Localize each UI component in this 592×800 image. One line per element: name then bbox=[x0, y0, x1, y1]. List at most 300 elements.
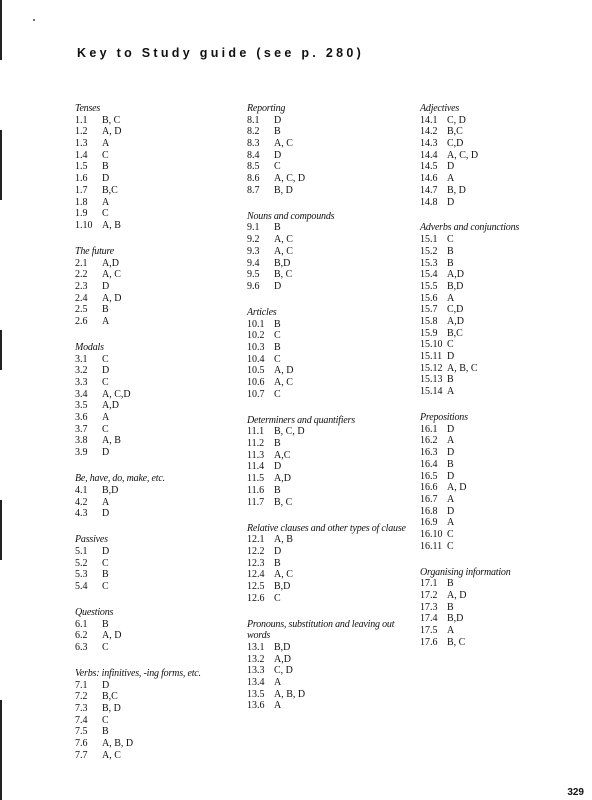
answer-section bbox=[75, 246, 240, 328]
answer-letters: C bbox=[274, 161, 281, 173]
answer-row bbox=[75, 316, 240, 328]
answer-letters: A, D bbox=[102, 630, 122, 642]
question-number: 8.3 bbox=[247, 138, 260, 150]
answer-letters: B bbox=[274, 126, 281, 138]
question-number: 15.13 bbox=[420, 374, 443, 386]
answer-row bbox=[247, 185, 412, 197]
answer-row bbox=[75, 185, 240, 197]
answer-section bbox=[75, 342, 240, 459]
answer-row bbox=[420, 459, 585, 471]
question-number: 1.2 bbox=[75, 126, 88, 138]
question-number: 7.3 bbox=[75, 703, 88, 715]
answer-section bbox=[75, 534, 240, 592]
answer-row bbox=[247, 426, 412, 438]
answer-letters: D bbox=[102, 365, 110, 377]
answer-row bbox=[247, 677, 412, 689]
section-heading: Pronouns, substitution and leaving out words bbox=[247, 618, 395, 642]
answer-letters: A, C bbox=[274, 245, 293, 257]
answer-letters: C bbox=[102, 149, 109, 161]
answer-letters: C bbox=[274, 592, 281, 604]
question-number: 3.3 bbox=[75, 377, 88, 389]
question-number: 3.4 bbox=[75, 388, 88, 400]
answer-row bbox=[247, 365, 412, 377]
answer-letters: B bbox=[102, 569, 109, 581]
answer-letters: A bbox=[102, 196, 110, 208]
section-heading: Nouns and compounds bbox=[247, 210, 335, 222]
answer-letters: C, D bbox=[447, 114, 466, 126]
answer-letters: B bbox=[447, 245, 454, 257]
answer-row bbox=[247, 354, 412, 366]
answer-letters: B,D bbox=[447, 613, 464, 625]
question-number: 1.3 bbox=[75, 138, 88, 150]
question-number: 14.7 bbox=[420, 184, 438, 196]
scan-edge-mark bbox=[0, 0, 2, 60]
answer-row bbox=[75, 569, 240, 581]
question-number: 17.3 bbox=[420, 601, 438, 613]
answer-row bbox=[420, 424, 585, 436]
answer-letters: A,D bbox=[274, 653, 291, 665]
answer-row bbox=[75, 485, 240, 497]
answer-row bbox=[75, 304, 240, 316]
answer-letters: A bbox=[102, 138, 110, 150]
answer-letters: C bbox=[102, 423, 109, 435]
question-number: 14.3 bbox=[420, 138, 438, 150]
answer-letters: C bbox=[102, 557, 109, 569]
answer-letters: B,D bbox=[447, 280, 464, 292]
question-number: 2.6 bbox=[75, 315, 88, 327]
question-number: 10.2 bbox=[247, 330, 265, 342]
question-number: 16.3 bbox=[420, 447, 438, 459]
answer-row bbox=[420, 435, 585, 447]
question-number: 14.1 bbox=[420, 114, 438, 126]
answer-row bbox=[247, 126, 412, 138]
question-number: 1.4 bbox=[75, 149, 88, 161]
answer-row bbox=[75, 354, 240, 366]
answer-row bbox=[420, 258, 585, 270]
answer-row bbox=[247, 581, 412, 593]
question-number: 3.6 bbox=[75, 412, 88, 424]
question-number: 3.1 bbox=[75, 353, 88, 365]
question-number: 8.5 bbox=[247, 161, 260, 173]
answer-letters: A bbox=[447, 173, 455, 185]
answer-letters: A, D bbox=[447, 590, 467, 602]
answer-letters: A bbox=[447, 493, 455, 505]
question-number: 16.1 bbox=[420, 423, 438, 435]
section-heading: Organising information bbox=[420, 566, 511, 578]
answer-letters: C bbox=[102, 353, 109, 365]
answer-letters: A bbox=[102, 412, 110, 424]
question-number: 1.10 bbox=[75, 219, 93, 231]
answer-section bbox=[75, 103, 240, 232]
answer-row bbox=[247, 569, 412, 581]
question-number: 15.5 bbox=[420, 280, 438, 292]
answer-row bbox=[75, 161, 240, 173]
question-number: 14.4 bbox=[420, 149, 438, 161]
answer-letters: B,C bbox=[447, 126, 463, 138]
answer-row bbox=[247, 473, 412, 485]
answer-row bbox=[247, 642, 412, 654]
answer-row bbox=[75, 581, 240, 593]
answer-row bbox=[420, 115, 585, 127]
question-number: 10.7 bbox=[247, 388, 265, 400]
answer-row bbox=[420, 494, 585, 506]
answer-row bbox=[247, 234, 412, 246]
question-number: 13.1 bbox=[247, 642, 265, 654]
page-title: Key to Study guide (see p. 280) bbox=[77, 46, 365, 60]
answer-letters: B bbox=[274, 438, 281, 450]
answer-letters: A, B, D bbox=[274, 688, 306, 700]
answer-row bbox=[75, 220, 240, 232]
question-number: 4.2 bbox=[75, 496, 88, 508]
question-number: 8.7 bbox=[247, 184, 260, 196]
answer-letters: B bbox=[102, 161, 109, 173]
answer-row bbox=[75, 389, 240, 401]
scan-edge-mark bbox=[0, 700, 2, 800]
answer-letters: B,C bbox=[102, 184, 118, 196]
question-number: 2.3 bbox=[75, 280, 88, 292]
question-number: 3.5 bbox=[75, 400, 88, 412]
answer-letters: A,D bbox=[447, 315, 464, 327]
answer-letters: B,D bbox=[102, 484, 119, 496]
answer-column-3 bbox=[420, 103, 585, 648]
question-number: 16.9 bbox=[420, 517, 438, 529]
answer-row bbox=[420, 138, 585, 150]
answer-letters: D bbox=[274, 149, 282, 161]
answer-letters: C bbox=[274, 330, 281, 342]
answer-letters: D bbox=[447, 505, 455, 517]
section-heading: Verbs: infinitives, -ing forms, etc. bbox=[75, 667, 201, 679]
question-number: 2.2 bbox=[75, 269, 88, 281]
answer-letters: C bbox=[102, 208, 109, 220]
answer-row bbox=[420, 339, 585, 351]
question-number: 9.6 bbox=[247, 280, 260, 292]
question-number: 16.11 bbox=[420, 540, 443, 552]
answer-section bbox=[420, 103, 585, 208]
answer-row bbox=[420, 447, 585, 459]
answer-row bbox=[75, 150, 240, 162]
answer-row bbox=[75, 703, 240, 715]
answer-row bbox=[75, 173, 240, 185]
answer-letters: A,C bbox=[274, 449, 291, 461]
question-number: 9.4 bbox=[247, 257, 260, 269]
answer-row bbox=[420, 351, 585, 363]
question-number: 17.6 bbox=[420, 636, 438, 648]
answer-letters: C, D bbox=[274, 665, 293, 677]
answer-row bbox=[420, 281, 585, 293]
answer-row bbox=[420, 613, 585, 625]
answer-row bbox=[420, 150, 585, 162]
answer-row bbox=[247, 700, 412, 712]
answer-letters: B bbox=[274, 341, 281, 353]
answer-row bbox=[247, 377, 412, 389]
answer-row bbox=[75, 630, 240, 642]
question-number: 17.5 bbox=[420, 625, 438, 637]
question-number: 11.5 bbox=[247, 473, 265, 485]
question-number: 16.5 bbox=[420, 470, 438, 482]
question-number: 14.2 bbox=[420, 126, 438, 138]
question-number: 12.1 bbox=[247, 534, 265, 546]
section-heading: Modals bbox=[75, 341, 104, 353]
answer-row bbox=[420, 578, 585, 590]
question-number: 3.7 bbox=[75, 423, 88, 435]
answer-row bbox=[75, 412, 240, 424]
question-number: 10.5 bbox=[247, 365, 265, 377]
answer-letters: B bbox=[102, 726, 109, 738]
answer-row bbox=[247, 115, 412, 127]
answer-letters: D bbox=[102, 280, 110, 292]
answer-row bbox=[247, 330, 412, 342]
answer-letters: B bbox=[447, 578, 454, 590]
section-heading: Determiners and quantifiers bbox=[247, 414, 355, 426]
answer-letters: C bbox=[274, 353, 281, 365]
question-number: 12.6 bbox=[247, 592, 265, 604]
question-number: 10.4 bbox=[247, 353, 265, 365]
answer-letters: A, B bbox=[102, 219, 121, 231]
section-heading: Reporting bbox=[247, 103, 286, 114]
page-number: 329 bbox=[567, 787, 584, 798]
answer-letters: A,D bbox=[102, 400, 119, 412]
answer-row bbox=[247, 689, 412, 701]
answer-letters: A,D bbox=[102, 257, 119, 269]
answer-letters: B bbox=[102, 304, 109, 316]
answer-letters: C bbox=[447, 234, 454, 246]
question-number: 11.1 bbox=[247, 426, 265, 438]
question-number: 8.6 bbox=[247, 173, 260, 185]
answer-row bbox=[420, 161, 585, 173]
answer-row bbox=[247, 665, 412, 677]
answer-letters: C,D bbox=[447, 138, 464, 150]
answer-row bbox=[420, 304, 585, 316]
question-number: 7.7 bbox=[75, 749, 88, 761]
question-number: 11.7 bbox=[247, 496, 265, 508]
question-number: 6.2 bbox=[75, 630, 88, 642]
answer-row bbox=[420, 602, 585, 614]
answer-row bbox=[75, 138, 240, 150]
answer-row bbox=[247, 222, 412, 234]
answer-row bbox=[75, 400, 240, 412]
question-number: 8.4 bbox=[247, 149, 260, 161]
question-number: 1.1 bbox=[75, 114, 88, 126]
answer-letters: B, D bbox=[102, 703, 121, 715]
answer-letters: D bbox=[274, 280, 282, 292]
answer-row bbox=[75, 281, 240, 293]
answer-letters: D bbox=[447, 447, 455, 459]
answer-letters: A, B, C bbox=[447, 362, 478, 374]
answer-letters: D bbox=[102, 545, 110, 557]
answer-letters: C bbox=[102, 714, 109, 726]
answer-row bbox=[75, 508, 240, 520]
answer-column-1 bbox=[75, 103, 240, 761]
answer-letters: A, C bbox=[274, 138, 293, 150]
question-number: 5.2 bbox=[75, 557, 88, 569]
question-number: 6.3 bbox=[75, 641, 88, 653]
answer-letters: A, C bbox=[274, 569, 293, 581]
answer-row bbox=[75, 365, 240, 377]
answer-row bbox=[75, 691, 240, 703]
question-number: 14.6 bbox=[420, 173, 438, 185]
answer-letters: B, C bbox=[274, 496, 293, 508]
answer-letters: A bbox=[447, 386, 455, 398]
question-number: 16.2 bbox=[420, 435, 438, 447]
question-number: 13.5 bbox=[247, 688, 265, 700]
answer-section bbox=[420, 412, 585, 552]
question-number: 14.8 bbox=[420, 196, 438, 208]
question-number: 16.6 bbox=[420, 482, 438, 494]
question-number: 15.8 bbox=[420, 315, 438, 327]
answer-letters: A, B, D bbox=[102, 738, 134, 750]
answer-letters: A bbox=[447, 625, 455, 637]
answer-letters: D bbox=[102, 447, 110, 459]
answer-row bbox=[420, 386, 585, 398]
question-number: 14.5 bbox=[420, 161, 438, 173]
answer-letters: D bbox=[447, 161, 455, 173]
answer-row bbox=[247, 546, 412, 558]
answer-section bbox=[75, 668, 240, 762]
answer-row bbox=[75, 126, 240, 138]
answer-row bbox=[75, 715, 240, 727]
answer-row bbox=[75, 750, 240, 762]
question-number: 2.5 bbox=[75, 304, 88, 316]
question-number: 15.12 bbox=[420, 362, 443, 374]
answer-row bbox=[420, 173, 585, 185]
question-number: 13.6 bbox=[247, 700, 265, 712]
answer-letters: B bbox=[274, 318, 281, 330]
question-number: 16.8 bbox=[420, 505, 438, 517]
question-number: 7.4 bbox=[75, 714, 88, 726]
answer-row bbox=[75, 726, 240, 738]
answer-row bbox=[420, 374, 585, 386]
question-number: 2.4 bbox=[75, 292, 88, 304]
question-number: 16.7 bbox=[420, 493, 438, 505]
section-heading: Adjectives bbox=[420, 103, 460, 114]
answer-letters: C,D bbox=[447, 304, 464, 316]
question-number: 15.9 bbox=[420, 327, 438, 339]
question-number: 4.3 bbox=[75, 508, 88, 520]
answer-letters: B, D bbox=[447, 184, 466, 196]
answer-row bbox=[420, 363, 585, 375]
answer-letters: A bbox=[447, 435, 455, 447]
answer-row bbox=[420, 637, 585, 649]
answer-column-2 bbox=[247, 103, 412, 712]
answer-letters: A,D bbox=[274, 473, 291, 485]
section-heading: Questions bbox=[75, 606, 114, 618]
section-heading: Be, have, do, make, etc. bbox=[75, 473, 165, 485]
answer-letters: A bbox=[274, 700, 282, 712]
question-number: 12.2 bbox=[247, 545, 265, 557]
answer-row bbox=[75, 269, 240, 281]
question-number: 9.1 bbox=[247, 222, 260, 234]
answer-letters: B bbox=[274, 557, 281, 569]
answer-row bbox=[247, 497, 412, 509]
answer-letters: C bbox=[102, 641, 109, 653]
answer-letters: A, C,D bbox=[102, 388, 131, 400]
question-number: 7.1 bbox=[75, 679, 88, 691]
question-number: 12.3 bbox=[247, 557, 265, 569]
question-number: 17.4 bbox=[420, 613, 438, 625]
answer-letters: D bbox=[274, 545, 282, 557]
answer-letters: B,C bbox=[447, 327, 463, 339]
answer-row bbox=[420, 316, 585, 328]
answer-letters: A, C, D bbox=[447, 149, 479, 161]
answer-letters: B bbox=[102, 618, 109, 630]
question-number: 8.1 bbox=[247, 114, 260, 126]
answer-letters: A, D bbox=[274, 365, 294, 377]
answer-letters: A, C bbox=[102, 749, 121, 761]
question-number: 13.3 bbox=[247, 665, 265, 677]
answer-row bbox=[247, 342, 412, 354]
answer-letters: C bbox=[447, 540, 454, 552]
answer-row bbox=[75, 197, 240, 209]
answer-row bbox=[75, 447, 240, 459]
question-number: 15.1 bbox=[420, 234, 438, 246]
answer-letters: B,C bbox=[102, 691, 118, 703]
question-number: 15.10 bbox=[420, 339, 443, 351]
answer-letters: B bbox=[274, 222, 281, 234]
question-number: 1.7 bbox=[75, 184, 88, 196]
answer-row bbox=[75, 115, 240, 127]
answer-row bbox=[420, 482, 585, 494]
answer-row bbox=[75, 208, 240, 220]
scan-edge-mark bbox=[0, 500, 2, 560]
answer-letters: B bbox=[447, 458, 454, 470]
question-number: 5.4 bbox=[75, 580, 88, 592]
question-number: 15.4 bbox=[420, 269, 438, 281]
answer-row bbox=[75, 738, 240, 750]
question-number: 10.3 bbox=[247, 341, 265, 353]
answer-letters: B,D bbox=[274, 642, 291, 654]
answer-row bbox=[247, 461, 412, 473]
answer-letters: A bbox=[447, 517, 455, 529]
question-number: 11.3 bbox=[247, 449, 265, 461]
answer-row bbox=[75, 497, 240, 509]
answer-row bbox=[247, 593, 412, 605]
answer-letters: D bbox=[102, 679, 110, 691]
answer-row bbox=[247, 258, 412, 270]
answer-section bbox=[247, 415, 412, 509]
answer-row bbox=[247, 281, 412, 293]
answer-row bbox=[75, 642, 240, 654]
page-left-edge bbox=[0, 0, 3, 800]
section-heading: Articles bbox=[247, 306, 277, 318]
question-number: 15.2 bbox=[420, 245, 438, 257]
answer-letters: A, B bbox=[102, 435, 121, 447]
answer-row bbox=[75, 619, 240, 631]
question-number: 7.6 bbox=[75, 738, 88, 750]
answer-row bbox=[420, 246, 585, 258]
question-number: 16.10 bbox=[420, 528, 443, 540]
answer-section bbox=[247, 523, 412, 605]
answer-letters: A bbox=[102, 496, 110, 508]
answer-section bbox=[247, 307, 412, 401]
answer-letters: A bbox=[274, 677, 282, 689]
answer-row bbox=[420, 506, 585, 518]
answer-row bbox=[247, 138, 412, 150]
answer-letters: A, B bbox=[274, 534, 293, 546]
answer-letters: A, C bbox=[274, 377, 293, 389]
answer-row bbox=[420, 328, 585, 340]
answer-row bbox=[247, 173, 412, 185]
answer-row bbox=[247, 558, 412, 570]
question-number: 2.1 bbox=[75, 257, 88, 269]
answer-row bbox=[247, 534, 412, 546]
answer-row bbox=[247, 150, 412, 162]
question-number: 13.4 bbox=[247, 677, 265, 689]
answer-letters: D bbox=[447, 351, 455, 363]
answer-row bbox=[420, 541, 585, 553]
answer-row bbox=[420, 590, 585, 602]
answer-row bbox=[420, 471, 585, 483]
question-number: 3.8 bbox=[75, 435, 88, 447]
